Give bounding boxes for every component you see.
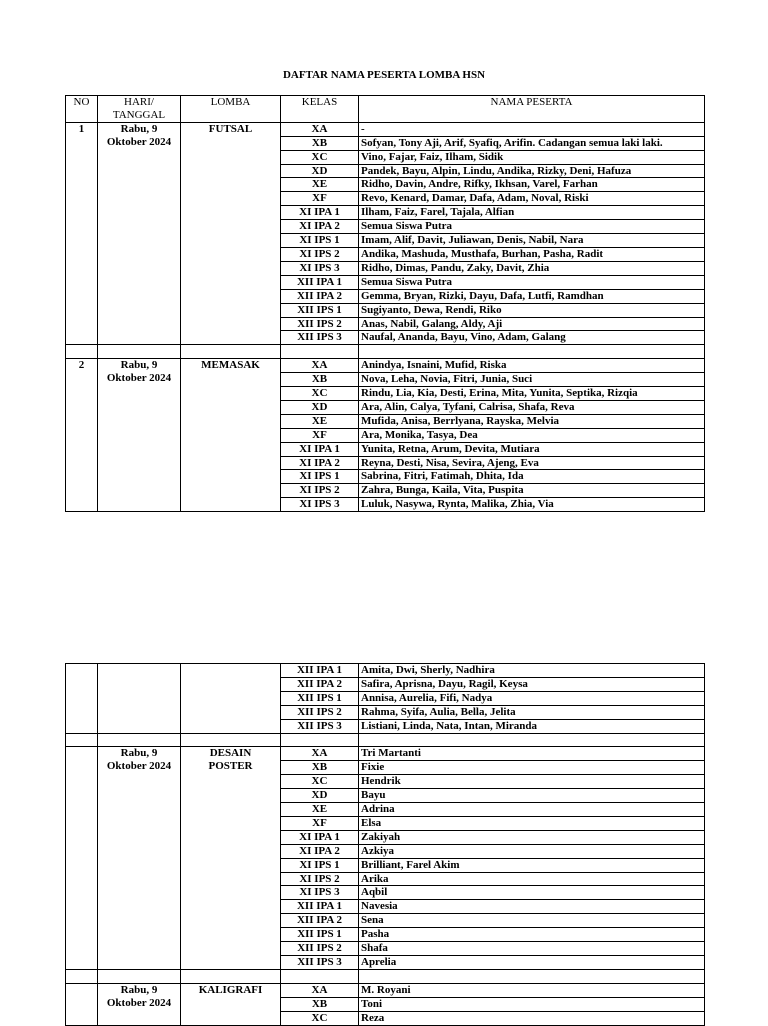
header-kelas: KELAS [281, 96, 359, 123]
table-row [66, 747, 705, 761]
class-name: XII IPA 2 [281, 677, 359, 691]
spacer-cell [281, 733, 359, 747]
class-name: XII IPS 2 [281, 317, 359, 331]
class-name: XII IPA 1 [281, 275, 359, 289]
row-number [66, 983, 98, 1025]
class-name: XE [281, 178, 359, 192]
table-header-row [66, 96, 705, 123]
class-name: XII IPS 1 [281, 691, 359, 705]
class-name: XA [281, 983, 359, 997]
participant-names: Luluk, Nasywa, Rynta, Malika, Zhia, Via [359, 498, 705, 512]
class-name: XII IPA 2 [281, 914, 359, 928]
class-name: XI IPS 1 [281, 470, 359, 484]
class-name: XF [281, 192, 359, 206]
class-name: XA [281, 122, 359, 136]
class-name: XII IPA 1 [281, 900, 359, 914]
spacer-row [66, 733, 705, 747]
participant-names: Annisa, Aurelia, Fifi, Nadya [359, 691, 705, 705]
class-name: XI IPS 1 [281, 234, 359, 248]
class-name: XF [281, 816, 359, 830]
competition-name: FUTSAL [181, 122, 281, 345]
participant-names: Anas, Nabil, Galang, Aldy, Aji [359, 317, 705, 331]
row-number [66, 664, 98, 734]
class-name: XC [281, 387, 359, 401]
participant-names: Arika [359, 872, 705, 886]
participant-names: Reyna, Desti, Nisa, Sevira, Ajeng, Eva [359, 456, 705, 470]
class-name: XC [281, 775, 359, 789]
participant-names: Elsa [359, 816, 705, 830]
participant-names: Toni [359, 997, 705, 1011]
class-name: XE [281, 414, 359, 428]
participant-names: Revo, Kenard, Damar, Dafa, Adam, Noval, Riski [359, 192, 705, 206]
spacer-cell [359, 345, 705, 359]
class-name: XD [281, 164, 359, 178]
event-date [98, 664, 181, 734]
class-name: XI IPA 2 [281, 220, 359, 234]
participant-names: Fixie [359, 761, 705, 775]
table-row [66, 122, 705, 136]
spacer-cell [181, 733, 281, 747]
class-name: XI IPS 2 [281, 484, 359, 498]
spacer-cell [66, 733, 98, 747]
participant-names: Listiani, Linda, Nata, Intan, Miranda [359, 719, 705, 733]
participant-names: Ridho, Davin, Andre, Rifky, Ikhsan, Varel, Farhan [359, 178, 705, 192]
event-date: Rabu, 9 Oktober 2024 [98, 983, 181, 1025]
participant-names: Sena [359, 914, 705, 928]
participant-names: Ara, Alin, Calya, Tyfani, Calrisa, Shafa, Reva [359, 400, 705, 414]
spacer-row [66, 969, 705, 983]
table-row [66, 359, 705, 373]
class-name: XI IPS 3 [281, 886, 359, 900]
participant-names: Reza [359, 1011, 705, 1025]
participant-names: Zahra, Bunga, Kaila, Vita, Puspita [359, 484, 705, 498]
participant-names: Rahma, Syifa, Aulia, Bella, Jelita [359, 705, 705, 719]
class-name: XI IPS 2 [281, 872, 359, 886]
row-number: 1 [66, 122, 98, 345]
class-name: XI IPS 1 [281, 858, 359, 872]
participant-names: Anindya, Isnaini, Mufid, Riska [359, 359, 705, 373]
class-name: XII IPS 2 [281, 705, 359, 719]
competition-name: KALIGRAFI [181, 983, 281, 1025]
event-date: Rabu, 9 Oktober 2024 [98, 359, 181, 512]
class-name: XD [281, 789, 359, 803]
class-name: XI IPA 1 [281, 206, 359, 220]
spacer-cell [98, 969, 181, 983]
event-date: Rabu, 9 Oktober 2024 [98, 122, 181, 345]
participant-names: Mufida, Anisa, Berrlyana, Rayska, Melvia [359, 414, 705, 428]
participant-names: Gemma, Bryan, Rizki, Dayu, Dafa, Lutfi, Ramdhan [359, 289, 705, 303]
class-name: XII IPS 1 [281, 928, 359, 942]
participant-table-page-1 [65, 95, 705, 512]
participant-names: Azkiya [359, 844, 705, 858]
event-date: Rabu, 9 Oktober 2024 [98, 747, 181, 970]
class-name: XC [281, 1011, 359, 1025]
class-name: XB [281, 373, 359, 387]
class-name: XB [281, 761, 359, 775]
class-name: XII IPS 3 [281, 331, 359, 345]
competition-name: MEMASAK [181, 359, 281, 512]
class-name: XII IPS 3 [281, 956, 359, 970]
participant-names: Ridho, Dimas, Pandu, Zaky, Davit, Zhia [359, 261, 705, 275]
participant-names: Adrina [359, 803, 705, 817]
participant-names: Sofyan, Tony Aji, Arif, Syafiq, Arifin. Cadangan semua laki laki. [359, 136, 705, 150]
participant-names: Hendrik [359, 775, 705, 789]
class-name: XB [281, 136, 359, 150]
class-name: XD [281, 400, 359, 414]
table-row [66, 664, 705, 678]
spacer-cell [281, 969, 359, 983]
header-no: NO [66, 96, 98, 123]
competition-name: DESAIN POSTER [181, 747, 281, 970]
participant-names: Safira, Aprisna, Dayu, Ragil, Keysa [359, 677, 705, 691]
participant-names: Semua Siswa Putra [359, 275, 705, 289]
document-title: DAFTAR NAMA PESERTA LOMBA HSN [282, 69, 486, 81]
header-nama-peserta: NAMA PESERTA [359, 96, 705, 123]
participant-names: Aqbil [359, 886, 705, 900]
class-name: XC [281, 150, 359, 164]
participant-table-page-2 [65, 663, 705, 1026]
spacer-cell [181, 345, 281, 359]
participant-names: Rindu, Lia, Kia, Desti, Erina, Mita, Yunita, Septika, Rizqia [359, 387, 705, 401]
row-number: 2 [66, 359, 98, 512]
class-name: XI IPA 2 [281, 456, 359, 470]
class-name: XI IPA 1 [281, 442, 359, 456]
class-name: XA [281, 359, 359, 373]
class-name: XII IPS 3 [281, 719, 359, 733]
table-row [66, 983, 705, 997]
class-name: XI IPA 2 [281, 844, 359, 858]
participant-names: Vino, Fajar, Faiz, Ilham, Sidik [359, 150, 705, 164]
participant-names: Naufal, Ananda, Bayu, Vino, Adam, Galang [359, 331, 705, 345]
class-name: XI IPA 1 [281, 830, 359, 844]
participant-names: Amita, Dwi, Sherly, Nadhira [359, 664, 705, 678]
header-lomba: LOMBA [181, 96, 281, 123]
spacer-row [66, 345, 705, 359]
header-hari-tanggal [98, 96, 181, 123]
class-name: XA [281, 747, 359, 761]
participant-names: Ilham, Faiz, Farel, Tajala, Alfian [359, 206, 705, 220]
participant-names: Sabrina, Fitri, Fatimah, Dhita, Ida [359, 470, 705, 484]
spacer-cell [66, 345, 98, 359]
participant-names: Brilliant, Farel Akim [359, 858, 705, 872]
class-name: XII IPS 2 [281, 942, 359, 956]
class-name: XI IPS 3 [281, 261, 359, 275]
class-name: XB [281, 997, 359, 1011]
class-name: XE [281, 803, 359, 817]
spacer-cell [98, 733, 181, 747]
participant-names: Semua Siswa Putra [359, 220, 705, 234]
class-name: XII IPA 2 [281, 289, 359, 303]
spacer-cell [98, 345, 181, 359]
participant-names: Yunita, Retna, Arum, Devita, Mutiara [359, 442, 705, 456]
class-name: XI IPS 3 [281, 498, 359, 512]
class-name: XF [281, 428, 359, 442]
row-number [66, 747, 98, 970]
header-hari-tanggal-text: HARI/ TANGGAL [112, 96, 166, 121]
participant-names: Bayu [359, 789, 705, 803]
class-name: XI IPS 2 [281, 247, 359, 261]
participant-names: Zakiyah [359, 830, 705, 844]
spacer-cell [359, 733, 705, 747]
participant-names: Pasha [359, 928, 705, 942]
spacer-cell [359, 969, 705, 983]
spacer-cell [181, 969, 281, 983]
participant-names: Shafa [359, 942, 705, 956]
participant-names: Ara, Monika, Tasya, Dea [359, 428, 705, 442]
participant-names: M. Royani [359, 983, 705, 997]
participant-names: Navesia [359, 900, 705, 914]
participant-names: Aprelia [359, 956, 705, 970]
participant-names: Imam, Alif, Davit, Juliawan, Denis, Nabil, Nara [359, 234, 705, 248]
class-name: XII IPS 1 [281, 303, 359, 317]
participant-names: Pandek, Bayu, Alpin, Lindu, Andika, Rizky, Deni, Hafuza [359, 164, 705, 178]
participant-names: Nova, Leha, Novia, Fitri, Junia, Suci [359, 373, 705, 387]
participant-names: Tri Martanti [359, 747, 705, 761]
participant-names: Andika, Mashuda, Musthafa, Burhan, Pasha, Radit [359, 247, 705, 261]
participant-names: Sugiyanto, Dewa, Rendi, Riko [359, 303, 705, 317]
spacer-cell [66, 969, 98, 983]
participant-names: - [359, 122, 705, 136]
spacer-cell [281, 345, 359, 359]
competition-name [181, 664, 281, 734]
class-name: XII IPA 1 [281, 664, 359, 678]
